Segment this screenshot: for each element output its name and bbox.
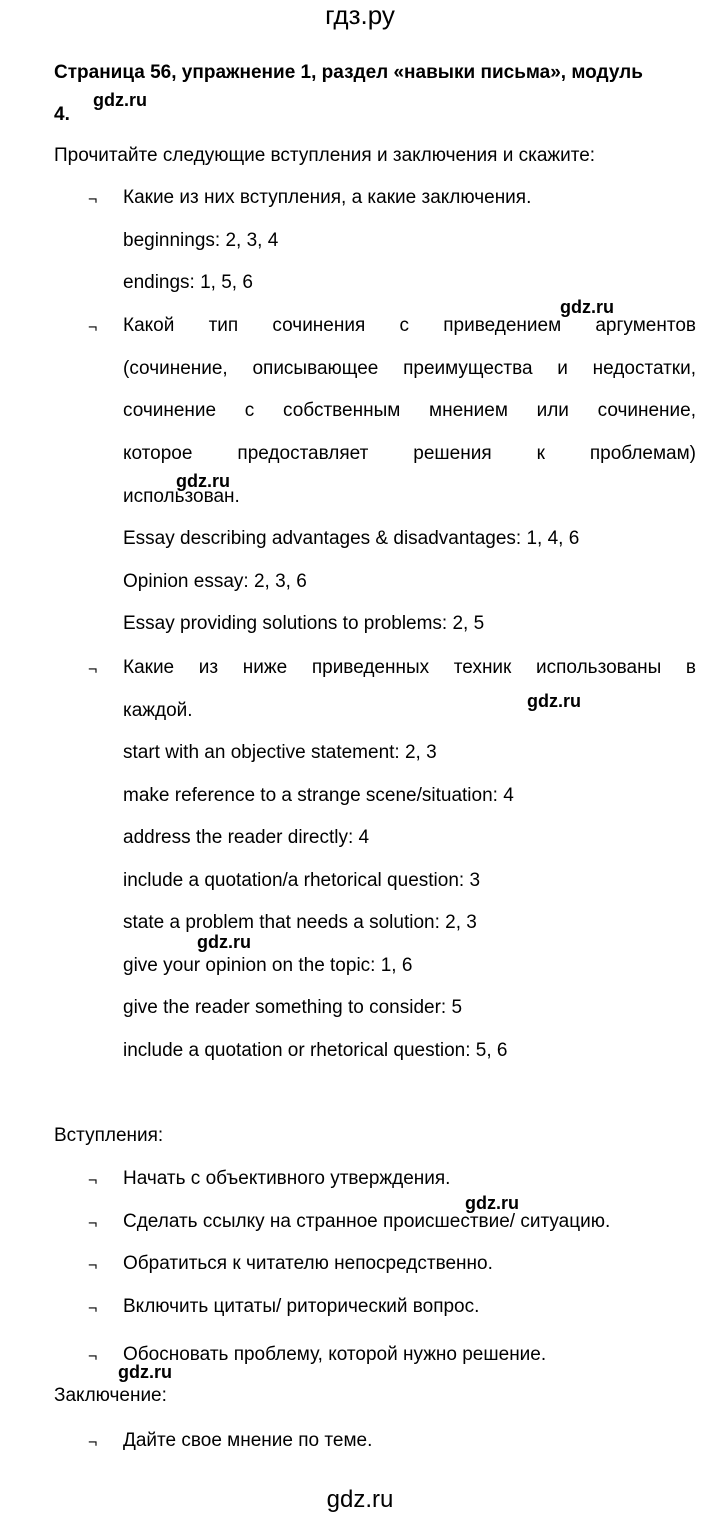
q3-answer: start with an objective statement: 2, 3 xyxy=(123,742,437,763)
bullet-icon: ¬ xyxy=(88,1215,98,1232)
exercise-title-line2: 4. xyxy=(54,104,70,125)
q2-answer: Essay describing advantages & disadvantages: 1, 4, 6 xyxy=(123,528,580,549)
watermark: gdz.ru xyxy=(118,1362,172,1382)
watermark: gdz.ru xyxy=(465,1193,519,1213)
q1-answer: endings: 1, 5, 6 xyxy=(123,272,253,293)
bullet-icon: ¬ xyxy=(88,319,98,336)
q2-answer: Essay providing solutions to problems: 2, 5 xyxy=(123,613,485,634)
q3-answer: include a quotation/a rhetorical question: 3 xyxy=(123,870,481,891)
bullet-icon: ¬ xyxy=(88,1434,98,1451)
bullet-icon: ¬ xyxy=(88,1257,98,1274)
q1-question: Какие из них вступления, а какие заключения. xyxy=(123,187,532,208)
watermark: gdz.ru xyxy=(197,932,251,952)
bullet-icon: ¬ xyxy=(88,1172,98,1189)
watermark: gdz.ru xyxy=(527,691,581,711)
q3-answer: give your opinion on the topic: 1, 6 xyxy=(123,955,413,976)
beginnings-label: Вступления: xyxy=(54,1125,164,1146)
endings-item: Дайте свое мнение по теме. xyxy=(123,1430,373,1451)
site-header[interactable]: гдз.ру xyxy=(325,0,395,30)
q3-line: Какие из ниже приведенных техник использованы в xyxy=(123,657,696,678)
endings-label: Заключение: xyxy=(54,1385,167,1406)
watermark: gdz.ru xyxy=(560,297,614,317)
q2-line: сочинение с собственным мнением или сочинение, xyxy=(123,400,696,421)
watermark: gdz.ru xyxy=(176,471,230,491)
beginnings-item: Обосновать проблему, которой нужно решение. xyxy=(123,1344,547,1365)
watermark: gdz.ru xyxy=(93,90,147,110)
q3-answer: give the reader something to consider: 5 xyxy=(123,997,463,1018)
q1-answer: beginnings: 2, 3, 4 xyxy=(123,230,279,251)
exercise-title-line1: Страница 56, упражнение 1, раздел «навыки письма», модуль xyxy=(54,62,643,83)
beginnings-item: Включить цитаты/ риторический вопрос. xyxy=(123,1296,480,1317)
footer-site[interactable]: gdz.ru xyxy=(326,1486,394,1513)
q3-answer: state a problem that needs a solution: 2, 3 xyxy=(123,912,477,933)
beginnings-item: Сделать ссылку на странное происшествие/ ситуацию. xyxy=(123,1211,611,1232)
q2-line: которое предоставляет решения к проблемам) xyxy=(123,443,696,464)
intro-text: Прочитайте следующие вступления и заключения и скажите: xyxy=(54,145,596,166)
q3-line: каждой. xyxy=(123,700,193,721)
q2-line: использован. xyxy=(123,486,240,507)
q2-line: (сочинение, описывающее преимущества и недостатки, xyxy=(123,358,696,379)
q3-answer: address the reader directly: 4 xyxy=(123,827,370,848)
q2-answer: Opinion essay: 2, 3, 6 xyxy=(123,571,307,592)
bullet-icon: ¬ xyxy=(88,1300,98,1317)
bullet-icon: ¬ xyxy=(88,661,98,678)
bullet-icon: ¬ xyxy=(88,191,98,208)
beginnings-item: Начать с объективного утверждения. xyxy=(123,1168,451,1189)
beginnings-item: Обратиться к читателю непосредственно. xyxy=(123,1253,493,1274)
bullet-icon: ¬ xyxy=(88,1348,98,1365)
q3-answer: make reference to a strange scene/situation: 4 xyxy=(123,785,514,806)
q2-line: Какой тип сочинения с приведением аргументов xyxy=(123,315,696,336)
q3-answer: include a quotation or rhetorical question: 5, 6 xyxy=(123,1040,508,1061)
